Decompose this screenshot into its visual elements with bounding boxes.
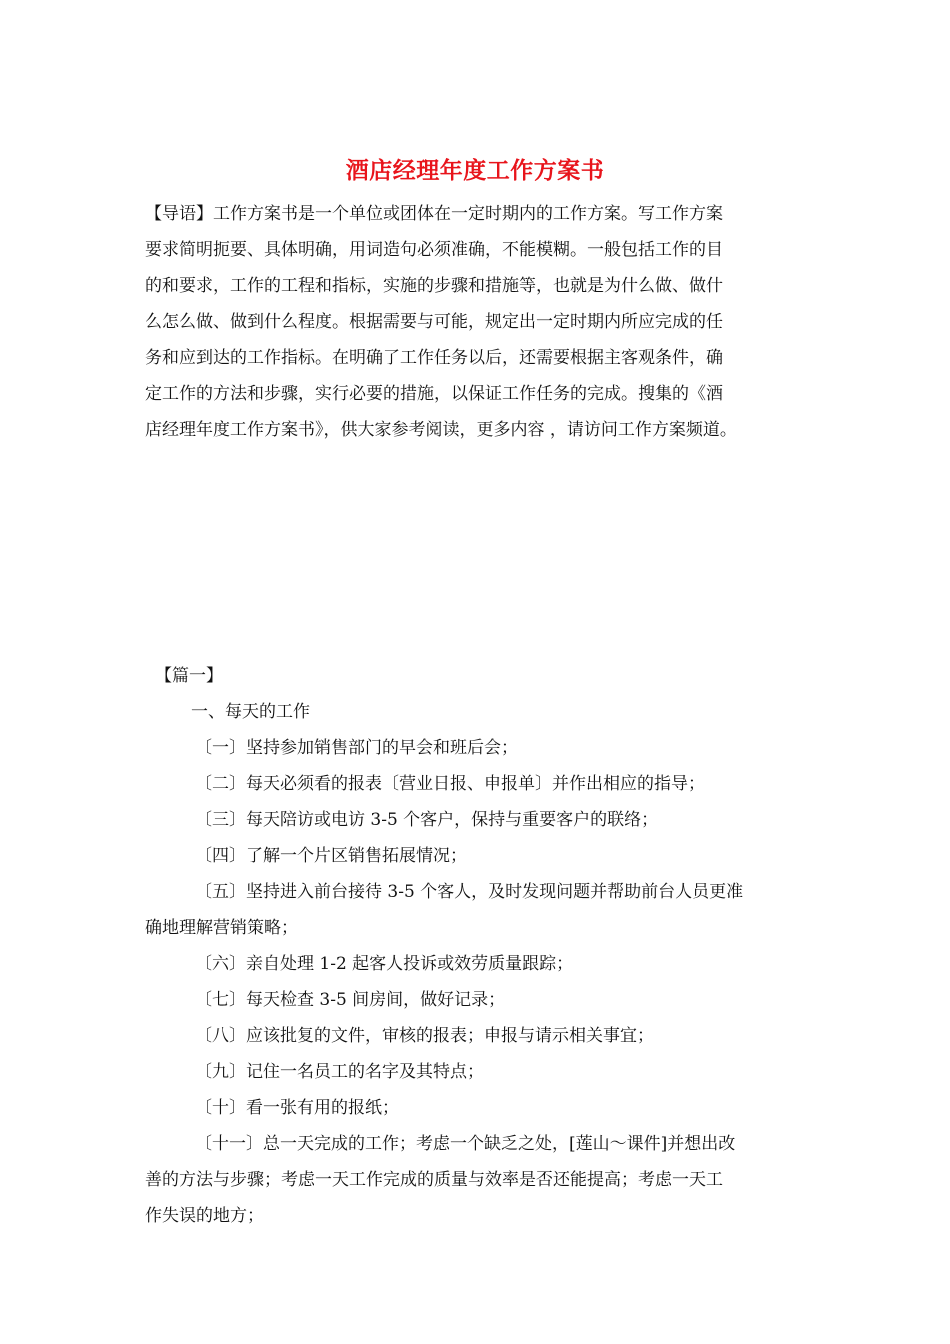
list-item: 〔八〕应该批复的文件，审核的报表；申报与请示相关事宜； [195,1026,654,1046]
list-item: 〔七〕每天检查 3-5 间房间，做好记录； [195,990,506,1010]
list-item: 〔五〕坚持进入前台接待 3-5 个客人，及时发现问题并帮助前台人员更准 [195,882,744,902]
list-item: 〔十〕看一张有用的报纸； [195,1098,399,1118]
list-item-continuation: 确地理解营销策略； [145,918,298,938]
intro-paragraph [145,196,825,448]
list-item: 〔十一〕总一天完成的工作；考虑一个缺乏之处，[莲山～课件]并想出改 [195,1134,736,1154]
document-title: 酒店经理年度工作方案书 [345,157,605,184]
intro-line: 定工作的方法和步骤，实行必要的措施，以保证工作任务的完成。搜集的《酒 [145,384,723,404]
intro-line: 的和要求，工作的工程和指标，实施的步骤和措施等，也就是为什么做、做什 [145,276,723,296]
list-item-continuation: 善的方法与步骤；考虑一天工作完成的质量与效率是否还能提高；考虑一天工 [145,1170,723,1190]
intro-line: 要求简明扼要、具体明确，用词造句必须准确，不能模糊。一般包括工作的目 [145,240,723,260]
section-subheading: 一、每天的工作 [191,702,310,722]
intro-line: 【导语】工作方案书是一个单位或团体在一定时期内的工作方案。写工作方案 [145,204,723,224]
list-item: 〔六〕亲自处理 1-2 起客人投诉或效劳质量跟踪； [195,954,574,974]
list-item: 〔九〕记住一名员工的名字及其特点； [195,1062,484,1082]
list-item: 〔二〕每天必须看的报表〔营业日报、申报单〕并作出相应的指导； [195,774,705,794]
section-heading: 【篇一】 [155,666,223,686]
list-item: 〔一〕坚持参加销售部门的早会和班后会； [195,738,518,758]
intro-line: 务和应到达的工作指标。在明确了工作任务以后，还需要根据主客观条件，确 [145,348,723,368]
list-item: 〔三〕每天陪访或电访 3-5 个客户，保持与重要客户的联络； [195,810,659,830]
intro-line: 店经理年度工作方案书》，供大家参考阅读，更多内容 ，请访问工作方案频道。 [145,420,737,440]
list-item: 〔四〕了解一个片区销售拓展情况； [195,846,467,866]
section-one [145,658,825,1234]
list-item-continuation: 作失误的地方； [145,1206,264,1226]
intro-line: 么怎么做、做到什么程度。根据需要与可能，规定出一定时期内所应完成的任 [145,312,723,332]
